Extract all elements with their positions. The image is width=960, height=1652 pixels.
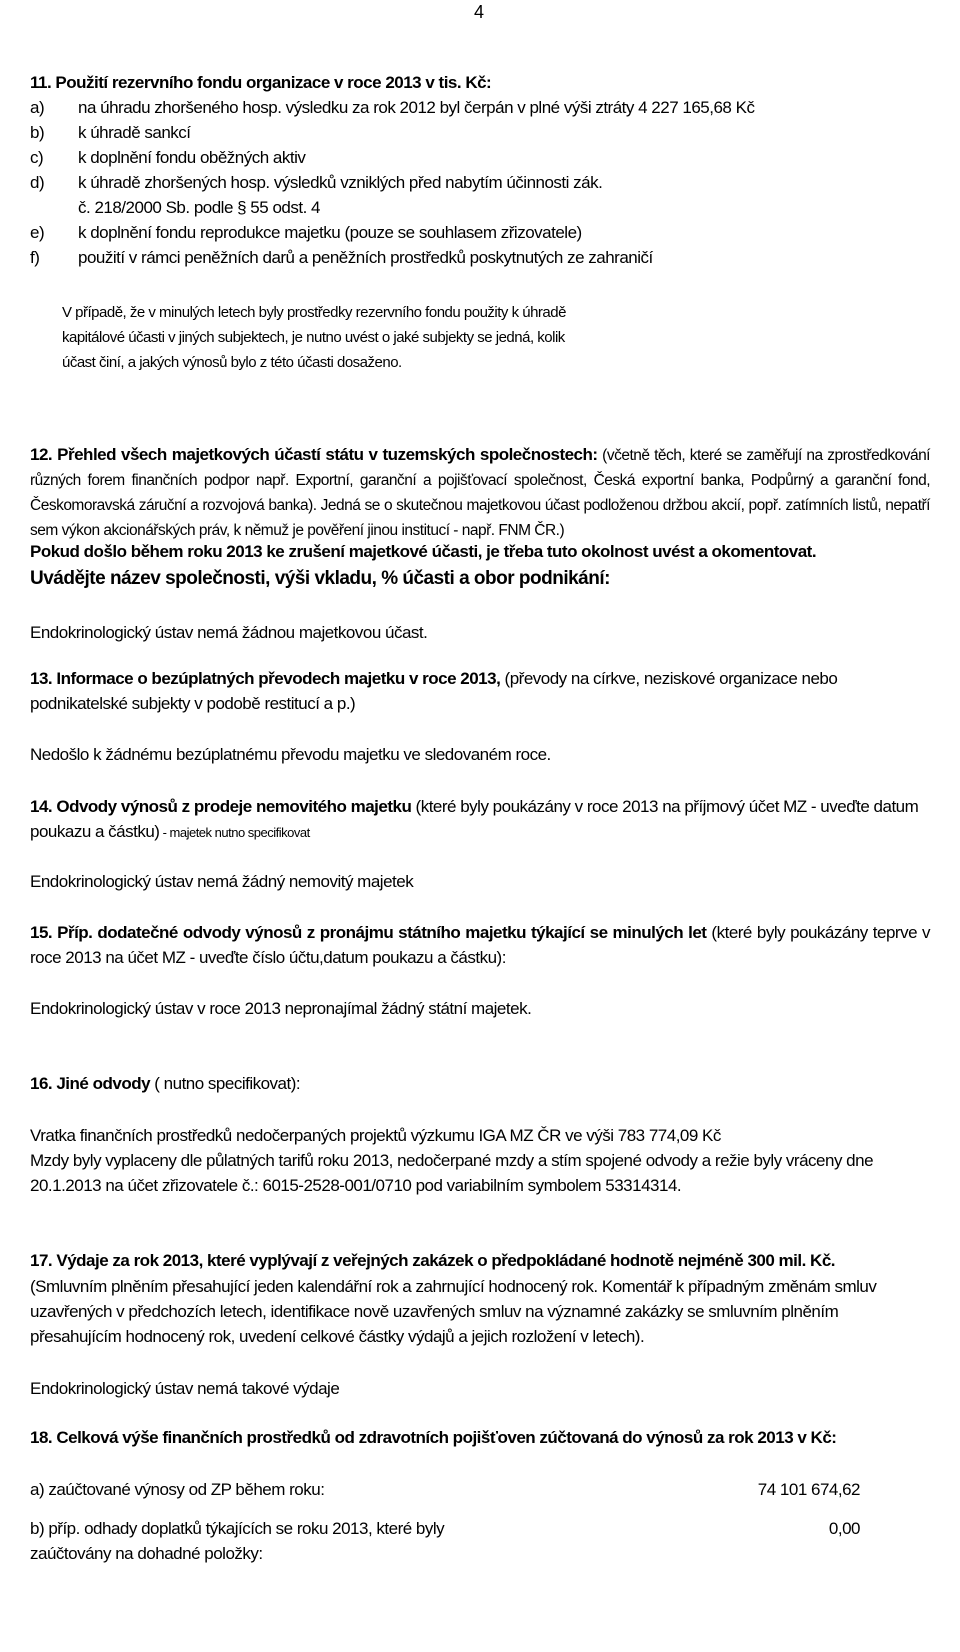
- amount-row-b-label-2: zaúčtovány na dohadné položky:: [30, 1544, 263, 1563]
- list-item: č. 218/2000 Sb. podle § 55 odst. 4: [78, 198, 320, 217]
- section-13-heading: 13. Informace o bezúplatných převodech majetku v roce 2013, (převody na církve, neziskové organizace nebo podnikatelské subjekty v podobě restitucí a p.): [30, 669, 838, 713]
- section-15-answer: Endokrinologický ústav v roce 2013 nepronajímal žádný státní majetek.: [30, 999, 532, 1018]
- section-17-answer: Endokrinologický ústav nemá takové výdaje: [30, 1379, 340, 1398]
- amount-row-b-value: 0,00: [828, 1519, 860, 1538]
- section-16-line-1: Vratka finančních prostředků nedočerpaných projektů výzkumu IGA MZ ČR ve výši 783 774,09 Kč: [30, 1126, 721, 1145]
- section-11-note: [62, 300, 742, 375]
- section-14-answer: Endokrinologický ústav nemá žádný nemovitý majetek: [30, 872, 414, 891]
- section-12-bold-line: Pokud došlo během roku 2013 ke zrušení majetkové účasti, je třeba tuto okolnost uvést a okomentovat.: [30, 542, 817, 561]
- section-18-heading: 18. Celková výše finančních prostředků od zdravotních pojišťoven zúčtovaná do výnosů za rok 2013 v Kč:: [30, 1428, 837, 1447]
- list-item: b) k úhradě sankcí: [30, 123, 191, 142]
- note-line: V případě, že v minulých letech byly prostředky rezervního fondu použity k úhradě: [62, 304, 566, 321]
- amount-row-b: [30, 1516, 860, 1566]
- amount-row-a-label: a) zaúčtované výnosy od ZP během roku:: [30, 1480, 325, 1499]
- list-item: c) k doplnění fondu oběžných aktiv: [30, 148, 306, 167]
- list-item: d) k úhradě zhoršených hosp. výsledků vzniklých před nabytím účinnosti zák.: [30, 173, 603, 192]
- section-16-heading: 16. Jiné odvody ( nutno specifikovat):: [30, 1074, 301, 1093]
- amount-row-b-label-1: b) příp. odhady doplatků týkajících se roku 2013, které byly: [30, 1519, 445, 1538]
- section-13-answer: Nedošlo k žádnému bezúplatnému převodu majetku ve sledovaném roce.: [30, 745, 551, 764]
- list-item: e) k doplnění fondu reprodukce majetku (pouze se souhlasem zřizovatele): [30, 223, 582, 242]
- list-item: f) použití v rámci peněžních darů a peněžních prostředků poskytnutých ze zahraničí: [30, 248, 653, 267]
- section-16-line-2: Mzdy byly vyplaceny dle půlatných tarifů roku 2013, nedočerpané mzdy a stím spojené odvody a režie byly vráceny dne 20.1.2013 na účet zřizovatele č.: 6015-2528-001/0710 pod variabilním symbolem 53314314.: [30, 1151, 874, 1195]
- section-11-heading: 11. Použití rezervního fondu organizace v roce 2013 v tis. Kč:: [30, 73, 492, 92]
- list-item: a) na úhradu zhoršeného hosp. výsledku za rok 2012 byl čerpán v plné výši ztráty 4 227 165,68 Kč: [30, 98, 755, 117]
- section-12-instruction: Uvádějte název společnosti, výši vkladu, % účasti a obor podnikání:: [30, 568, 610, 589]
- section-12-answer: Endokrinologický ústav nemá žádnou majetkovou účast.: [30, 623, 428, 642]
- note-line: účast činí, a jakých výnosů bylo z této účasti dosaženo.: [62, 354, 402, 371]
- section-15-heading: 15. Příp. dodatečné odvody výnosů z pronájmu státního majetku týkající se minulých let (které byly poukázány teprve v roce 2013 na účet MZ - uveďte číslo účtu,datum poukazu a částku):: [30, 923, 930, 967]
- section-17-body: (Smluvním plněním přesahující jeden kalendářní rok a zahrnující hodnocený rok. Komentář k případným změnám smluv uzavřených v předchozích letech, identifikace nově uzavřených smluv na významné zakázky se smluvním plněním přesahujícím hodnocený rok, uvedení celkové částky výdajů a jejich rozložení v letech).: [30, 1277, 877, 1346]
- note-line: kapitálové účasti v jiných subjektech, je nutno uvést o jaké subjekty se jedná, kolik: [62, 329, 565, 346]
- section-14-heading: 14. Odvody výnosů z prodeje nemovitého majetku (které byly poukázány v roce 2013 na příjmový účet MZ - uveďte datum poukazu a částku) - majetek nutno specifikovat: [30, 797, 919, 841]
- amount-row-a-value: 74 101 674,62: [757, 1480, 860, 1499]
- amount-row-a: [30, 1476, 860, 1504]
- page-number: 4: [474, 2, 485, 22]
- section-11: [30, 70, 930, 270]
- section-17-heading: 17. Výdaje za rok 2013, které vyplývají z veřejných zakázek o předpokládané hodnotě nejméně 300 mil. Kč.: [30, 1251, 835, 1270]
- section-12-heading: 12. Přehled všech majetkových účastí státu v tuzemských společnostech: (včetně těch, které se zaměřují na zprostředkování různých forem finančních podpor např. Exportní, garanční a pojišťovací společnost, Česká exportní banka, Podpůrný a garanční fond, Českomoravská záruční a rozvojová banka). Jedná se o skutečnou majetkovou účast podloženou držbou akcií, popř. zatímních listů, nepatří sem výkon akcionářských práv, k němuž je pověření jinou institucí - např. FNM ČR.): [30, 445, 930, 539]
